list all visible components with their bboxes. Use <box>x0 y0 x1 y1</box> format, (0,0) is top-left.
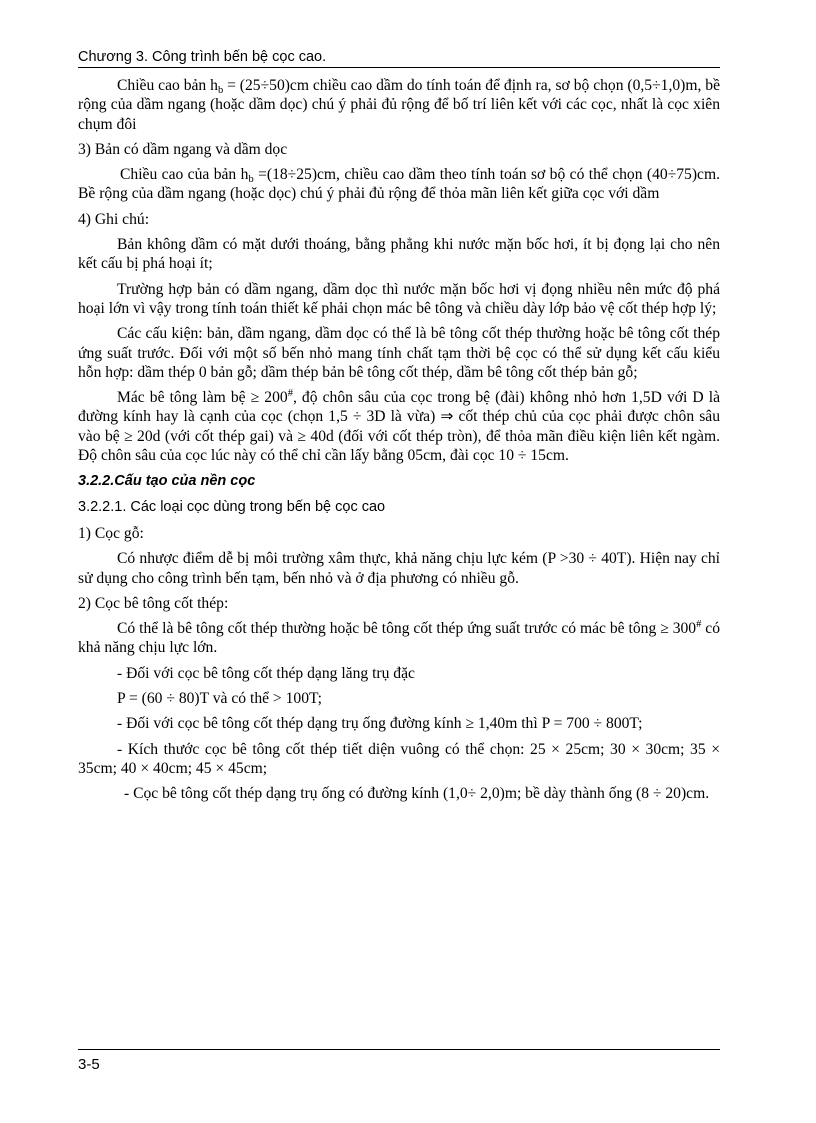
section-heading: 3.2.2.Cấu tạo của nền cọc <box>78 473 256 490</box>
page-number: 3-5 <box>78 1056 100 1073</box>
paragraph: Các cấu kiện: bản, dầm ngang, dầm dọc có thể là bê tông cốt thép thường hoặc bê tông cốt thép ứng suất trước. Đối với một số bến nhỏ mang tính chất tạm thời bệ cọc có thể sử dụng kết cấu kiểu hỗn hợp: dầm thép 0 bản gỗ; dầm thép bản bê tông cốt thép, dầm bê tông cốt thép bản gỗ; <box>78 325 720 381</box>
list-item: - Cọc bê tông cốt thép dạng trụ ống có đường kính (1,0÷ 2,0)m; bề dày thành ống (8 ÷ 20)cm. <box>124 785 710 803</box>
page-body <box>78 76 720 810</box>
paragraph: Có nhược điểm dễ bị môi trường xâm thực, khả năng chịu lực kém (P >30 ÷ 40T). Hiện nay chỉ sử dụng cho công trình bến tạm, bến nhỏ và ở địa phương có nhiều gỗ. <box>78 550 720 587</box>
list-item: - Đối với cọc bê tông cốt thép dạng lăng trụ đặc <box>117 664 415 682</box>
heading-item: 1) Cọc gỗ: <box>78 524 144 542</box>
list-item: - Đối với cọc bê tông cốt thép dạng trụ ống đường kính ≥ 1,40m thì P = 700 ÷ 800T; <box>117 715 643 733</box>
paragraph: Bản không dầm có mặt dưới thoáng, bằng phẳng khi nước mặn bốc hơi, ít bị đọng lại cho nên kết cấu bị phá hoại ít; <box>78 236 720 273</box>
footer-rule <box>78 1049 720 1050</box>
paragraph: Có thể là bê tông cốt thép thường hoặc bê tông cốt thép ứng suất trước có mác bê tông ≥ 300# có khả năng chịu lực lớn. <box>78 619 720 657</box>
paragraph: Mác bê tông làm bệ ≥ 200#, độ chôn sâu của cọc trong bệ (đài) không nhỏ hơn 1,5D với D là đường kính hay là cạnh của cọc (chọn 1,5 ÷ 3D là vừa) ⇒ cốt thép chủ của cọc phải được chôn sâu vào bệ ≥ 20d (với cốt thép gai) và ≥ 40d (đối với cốt thép tròn), để thỏa mãn điều kiện liên kết ngàm. Độ chôn sâu của cọc lúc này có thể chỉ cần lấy bằng 05cm, đài cọc 10 ÷ 15cm. <box>78 388 720 465</box>
subsection-heading: 3.2.2.1. Các loại cọc dùng trong bến bệ cọc cao <box>78 498 386 515</box>
paragraph: Trường hợp bản có dầm ngang, dầm dọc thì nước mặn bốc hơi vị đọng nhiều nên mức độ phá hoại lớn vì vậy trong tính toán thiết kế phải chọn mác bê tông và chiều dày lớp bảo vệ cốt thép hợp lý; <box>78 280 720 317</box>
list-item: P = (60 ÷ 80)T và có thể > 100T; <box>117 690 323 708</box>
paragraph: Chiều cao của bản $h_b =(18\div 25)cm$, chiều cao dầm theo tính toán sơ bộ có thể chọn (40÷75)cm. Bề rộng của dầm ngang (hoặc dọc) chú ý phải đủ rộng để thỏa mãn liên kết giữa cọc với dầm <box>78 166 720 203</box>
heading-item: 3) Bản có dầm ngang và dầm dọc <box>78 140 288 158</box>
list-item: - Kích thước cọc bê tông cốt thép tiết diện vuông có thể chọn: 25 × 25cm; 30 × 30cm; 35 × 35cm; 40 × 40cm; 45 × 45cm; <box>78 740 720 777</box>
heading-item: 4) Ghi chú: <box>78 210 150 228</box>
heading-item: 2) Cọc bê tông cốt thép: <box>78 594 229 612</box>
chapter-header: Chương 3. Công trình bến bệ cọc cao. <box>78 49 327 65</box>
paragraph: Chiều cao bản $h_b = (25\div 50)cm$ chiều cao dầm do tính toán để định ra, sơ bộ chọn (0,5÷1,0)m, bề rộng của dầm ngang (hoặc dầm dọc) chú ý phải đủ rộng để bố trí liên kết với các cọc, nhất là cọc xiên chụm đôi <box>78 77 721 133</box>
header-rule <box>78 67 720 68</box>
